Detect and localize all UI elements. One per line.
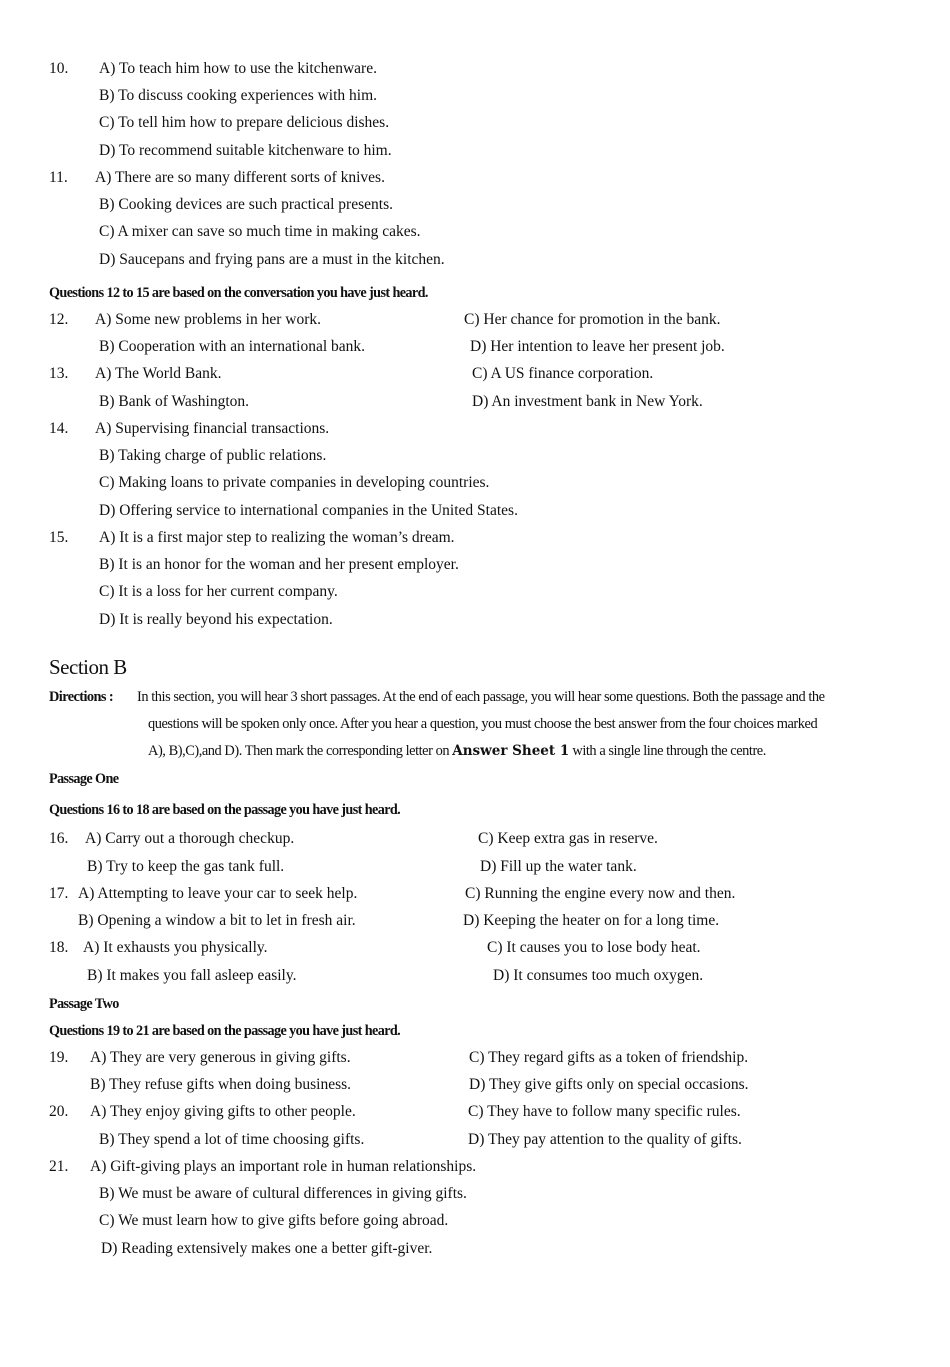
question-19-option-a: A) They are very generous in giving gifts. bbox=[90, 1049, 351, 1066]
question-11-option-a: A) There are so many different sorts of knives. bbox=[95, 169, 385, 186]
question-19-option-c: C) They regard gifts as a token of friendship. bbox=[469, 1049, 749, 1066]
question-11-number: 11. bbox=[49, 169, 68, 186]
directions-line-2: questions will be spoken only once. After you hear a question, you must choose the best answer from the four choices marked bbox=[148, 716, 818, 732]
question-12-number: 12. bbox=[49, 311, 69, 328]
answer-sheet-reference: Answer Sheet 1 bbox=[452, 743, 570, 759]
question-10-option-a: A) To teach him how to use the kitchenware. bbox=[99, 60, 377, 77]
question-11-option-d: D) Saucepans and frying pans are a must in the kitchen. bbox=[99, 251, 445, 268]
directions-line-3 bbox=[148, 741, 766, 761]
question-14-option-a: A) Supervising financial transactions. bbox=[95, 420, 330, 437]
question-11-option-c: C) A mixer can save so much time in making cakes. bbox=[99, 223, 421, 240]
question-16-option-b: B) Try to keep the gas tank full. bbox=[87, 858, 285, 875]
passage-two-title: Passage Two bbox=[49, 996, 119, 1012]
question-20-option-a: A) They enjoy giving gifts to other people. bbox=[90, 1103, 356, 1120]
question-10-option-b: B) To discuss cooking experiences with him. bbox=[99, 87, 378, 104]
question-12-option-a: A) Some new problems in her work. bbox=[95, 311, 321, 328]
question-13-option-d: D) An investment bank in New York. bbox=[472, 393, 703, 410]
question-14-number: 14. bbox=[49, 420, 69, 437]
question-19-option-d: D) They give gifts only on special occasions. bbox=[469, 1076, 749, 1093]
question-16-option-d: D) Fill up the water tank. bbox=[480, 858, 637, 875]
question-10-option-d: D) To recommend suitable kitchenware to him. bbox=[99, 142, 392, 159]
question-16-option-c: C) Keep extra gas in reserve. bbox=[478, 830, 658, 847]
question-12-option-b: B) Cooperation with an international bank. bbox=[99, 338, 366, 355]
question-21-option-a: A) Gift-giving plays an important role in human relationships. bbox=[90, 1158, 477, 1175]
question-10-option-c: C) To tell him how to prepare delicious dishes. bbox=[99, 114, 390, 131]
question-12-option-c: C) Her chance for promotion in the bank. bbox=[464, 311, 721, 328]
question-10-number: 10. bbox=[49, 60, 69, 77]
question-20-option-b: B) They spend a lot of time choosing gifts. bbox=[99, 1131, 365, 1148]
question-21-option-d: D) Reading extensively makes one a better gift-giver. bbox=[101, 1240, 433, 1257]
question-20-option-c: C) They have to follow many specific rules. bbox=[468, 1103, 741, 1120]
section-b-title: Section B bbox=[49, 655, 127, 679]
question-19-number: 19. bbox=[49, 1049, 69, 1066]
question-20-option-d: D) They pay attention to the quality of gifts. bbox=[468, 1131, 742, 1148]
question-13-number: 13. bbox=[49, 365, 69, 382]
question-15-option-c: C) It is a loss for her current company. bbox=[99, 583, 338, 600]
directions-label: Directions : bbox=[49, 689, 114, 705]
question-17-number: 17. bbox=[49, 885, 69, 902]
question-14-option-b: B) Taking charge of public relations. bbox=[99, 447, 327, 464]
questions-19-21-header: Questions 19 to 21 are based on the passage you have just heard. bbox=[49, 1023, 401, 1039]
question-11-option-b: B) Cooking devices are such practical presents. bbox=[99, 196, 393, 213]
directions-line-3-start: A), B),C),and D). Then mark the corresponding letter on bbox=[148, 743, 453, 759]
directions-line-1: In this section, you will hear 3 short passages. At the end of each passage, you will hear some questions. Both the passage and the bbox=[137, 689, 825, 705]
questions-12-15-header: Questions 12 to 15 are based on the conversation you have just heard. bbox=[49, 285, 428, 301]
question-13-option-c: C) A US finance corporation. bbox=[472, 365, 654, 382]
question-18-option-d: D) It consumes too much oxygen. bbox=[493, 967, 704, 984]
question-21-option-b: B) We must be aware of cultural differences in giving gifts. bbox=[99, 1185, 467, 1202]
question-15-number: 15. bbox=[49, 529, 69, 546]
question-12-option-d: D) Her intention to leave her present job. bbox=[470, 338, 725, 355]
question-17-option-a: A) Attempting to leave your car to seek help. bbox=[78, 885, 358, 902]
directions-line-3-end: with a single line through the centre. bbox=[569, 743, 766, 759]
question-17-option-d: D) Keeping the heater on for a long time. bbox=[463, 912, 720, 929]
question-19-option-b: B) They refuse gifts when doing business. bbox=[90, 1076, 352, 1093]
question-15-option-d: D) It is really beyond his expectation. bbox=[99, 611, 333, 628]
question-17-option-c: C) Running the engine every now and then. bbox=[465, 885, 736, 902]
question-13-option-a: A) The World Bank. bbox=[95, 365, 222, 382]
question-18-number: 18. bbox=[49, 939, 69, 956]
question-13-option-b: B) Bank of Washington. bbox=[99, 393, 250, 410]
question-15-option-b: B) It is an honor for the woman and her present employer. bbox=[99, 556, 459, 573]
questions-16-18-header: Questions 16 to 18 are based on the passage you have just heard. bbox=[49, 802, 401, 818]
question-15-option-a: A) It is a first major step to realizing the woman’s dream. bbox=[99, 529, 455, 546]
passage-one-title: Passage One bbox=[49, 771, 119, 787]
question-16-number: 16. bbox=[49, 830, 69, 847]
question-21-option-c: C) We must learn how to give gifts before going abroad. bbox=[99, 1212, 449, 1229]
question-17-option-b: B) Opening a window a bit to let in fresh air. bbox=[78, 912, 356, 929]
question-20-number: 20. bbox=[49, 1103, 69, 1120]
question-18-option-b: B) It makes you fall asleep easily. bbox=[87, 967, 297, 984]
question-16-option-a: A) Carry out a thorough checkup. bbox=[85, 830, 295, 847]
question-18-option-a: A) It exhausts you physically. bbox=[83, 939, 268, 956]
question-14-option-c: C) Making loans to private companies in developing countries. bbox=[99, 474, 490, 491]
question-18-option-c: C) It causes you to lose body heat. bbox=[487, 939, 701, 956]
question-14-option-d: D) Offering service to international companies in the United States. bbox=[99, 502, 518, 519]
question-21-number: 21. bbox=[49, 1158, 69, 1175]
